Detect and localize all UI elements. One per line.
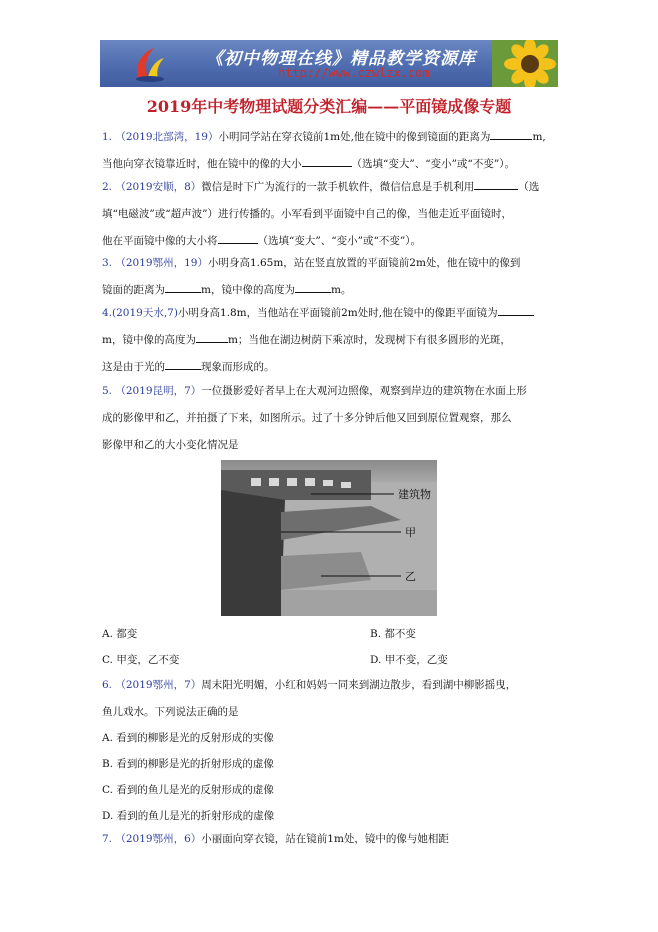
sunflower-icon <box>492 40 558 87</box>
question-2-text: 他在平面镜中像的大小将 <box>102 235 218 247</box>
question-3-text: 镜面的距离为 <box>102 284 165 296</box>
question-4-line-2 <box>102 327 562 354</box>
question-2-line-1 <box>102 174 562 201</box>
option-b[interactable]: B. 都不变 <box>370 628 416 640</box>
question-5-line-3: 影像甲和乙的大小变化情况是 <box>102 439 239 451</box>
question-1-line-1 <box>102 124 562 151</box>
question-2-text: 微信是时下广为流行的一款手机软件，微信信息是手机利用 <box>201 181 475 193</box>
banner-url[interactable]: http://www.czwlzx.com <box>278 66 430 80</box>
question-6 <box>102 672 562 726</box>
label-jia: 甲 <box>405 526 416 539</box>
question-2-text: （选填“变大”、“变小”或“不变”）。 <box>257 235 421 247</box>
question-7-tag: 7. （2019鄂州，6） <box>102 833 202 845</box>
question-4-line-3 <box>102 354 562 381</box>
question-1-text: 当他向穿衣镜靠近时，他在镜中的像的大小 <box>102 158 302 170</box>
question-2-line-2: 填“电磁波”或“超声波”）进行传播的。小军看到平面镜中自己的像，当他走近平面镜时， <box>102 208 512 220</box>
question-2-text: （选 <box>518 181 540 193</box>
label-building: 建筑物 <box>398 488 431 501</box>
question-4-text: 现象而形成的。 <box>201 361 275 373</box>
question-7-text: 小丽面向穿衣镜，站在镜前1m处，镜中的像与她相距 <box>201 833 449 845</box>
question-3-text: m。 <box>330 284 352 296</box>
option-d[interactable]: D. 甲不变，乙变 <box>370 654 448 666</box>
option-a[interactable]: A. 看到的柳影是光的反射形成的实像 <box>102 732 274 744</box>
question-4-text: m，镜中像的高度为 <box>102 334 196 346</box>
question-2 <box>102 174 562 255</box>
option-d[interactable]: D. 看到的鱼儿是光的折射形成的虚像 <box>102 810 275 822</box>
question-5 <box>102 378 562 459</box>
question-4-text: m；当他在湖边树荫下乘凉时，发现树下有很多圆形的光斑， <box>227 334 511 346</box>
question-4 <box>102 300 562 381</box>
question-4-text: 小明身高1.8m，当他站在平面镜前2m处时,他在镜中的像距平面镜为 <box>177 307 498 319</box>
question-5-line-2: 成的影像甲和乙，并拍摄了下来，如图所示。过了十多分钟后他又回到原位置观察，那么 <box>102 412 512 424</box>
question-1-text: m, <box>532 131 546 143</box>
question-3-line-1 <box>102 250 562 277</box>
question-6-text: 周末阳光明媚，小红和妈妈一同来到湖边散步，看到湖中柳影摇曳， <box>201 679 517 691</box>
question-5-tag: 5. （2019昆明，7） <box>102 385 202 397</box>
site-logo-icon <box>130 44 170 84</box>
question-3-tag: 3. （2019鄂州，19） <box>102 257 208 269</box>
reflection-photo-image <box>221 460 437 616</box>
answer-blank[interactable] <box>165 358 201 370</box>
question-5-text: 一位摄影爱好者早上在大观河边照像，观察到岸边的建筑物在水面上形 <box>201 385 527 397</box>
site-banner <box>100 40 558 87</box>
question-3-text: 小明身高1.65m，站在竖直放置的平面镜前2m处，他在镜中的像到 <box>207 257 521 269</box>
reflection-photo <box>221 460 437 616</box>
banner-title: 《初中物理在线》精品教学资源库 <box>206 49 476 69</box>
question-7 <box>102 826 562 853</box>
question-6-line-2: 鱼儿戏水。下列说法正确的是 <box>102 706 239 718</box>
answer-blank[interactable] <box>218 232 258 244</box>
answer-blank[interactable] <box>295 281 331 293</box>
option-b[interactable]: B. 看到的柳影是光的折射形成的虚像 <box>102 758 274 770</box>
option-a[interactable]: A. 都变 <box>102 628 138 640</box>
question-1-text: 小明同学站在穿衣镜前1m处,他在镜中的像到镜面的距离为 <box>218 131 491 143</box>
question-1-text: （选填“变大”、“变小”或“不变”）。 <box>351 158 515 170</box>
option-c[interactable]: C. 甲变，乙不变 <box>102 654 180 666</box>
answer-blank[interactable] <box>196 331 228 343</box>
question-6-tag: 6. （2019鄂州，7） <box>102 679 202 691</box>
question-4-line-1 <box>102 300 562 327</box>
answer-blank[interactable] <box>498 304 534 316</box>
answer-blank[interactable] <box>302 155 352 167</box>
question-2-tag: 2. （2019安顺，8） <box>102 181 202 193</box>
question-4-tag: 4.(2019天水,7) <box>102 307 178 319</box>
option-c[interactable]: C. 看到的鱼儿是光的反射形成的虚像 <box>102 784 274 796</box>
question-1 <box>102 124 562 178</box>
question-1-tag: 1. （2019北部湾，19） <box>102 131 219 143</box>
answer-blank[interactable] <box>474 178 518 190</box>
question-5-line-1 <box>102 378 562 405</box>
question-6-line-1 <box>102 672 562 699</box>
question-3-text: m，镜中像的高度为 <box>201 284 295 296</box>
question-7-line-1 <box>102 826 562 853</box>
answer-blank[interactable] <box>165 281 201 293</box>
answer-blank[interactable] <box>490 128 532 140</box>
document-title: 2019年中考物理试题分类汇编——平面镜成像专题 <box>146 97 512 116</box>
question-4-text: 这是由于光的 <box>102 361 165 373</box>
label-yi: 乙 <box>405 570 416 583</box>
question-3 <box>102 250 562 304</box>
